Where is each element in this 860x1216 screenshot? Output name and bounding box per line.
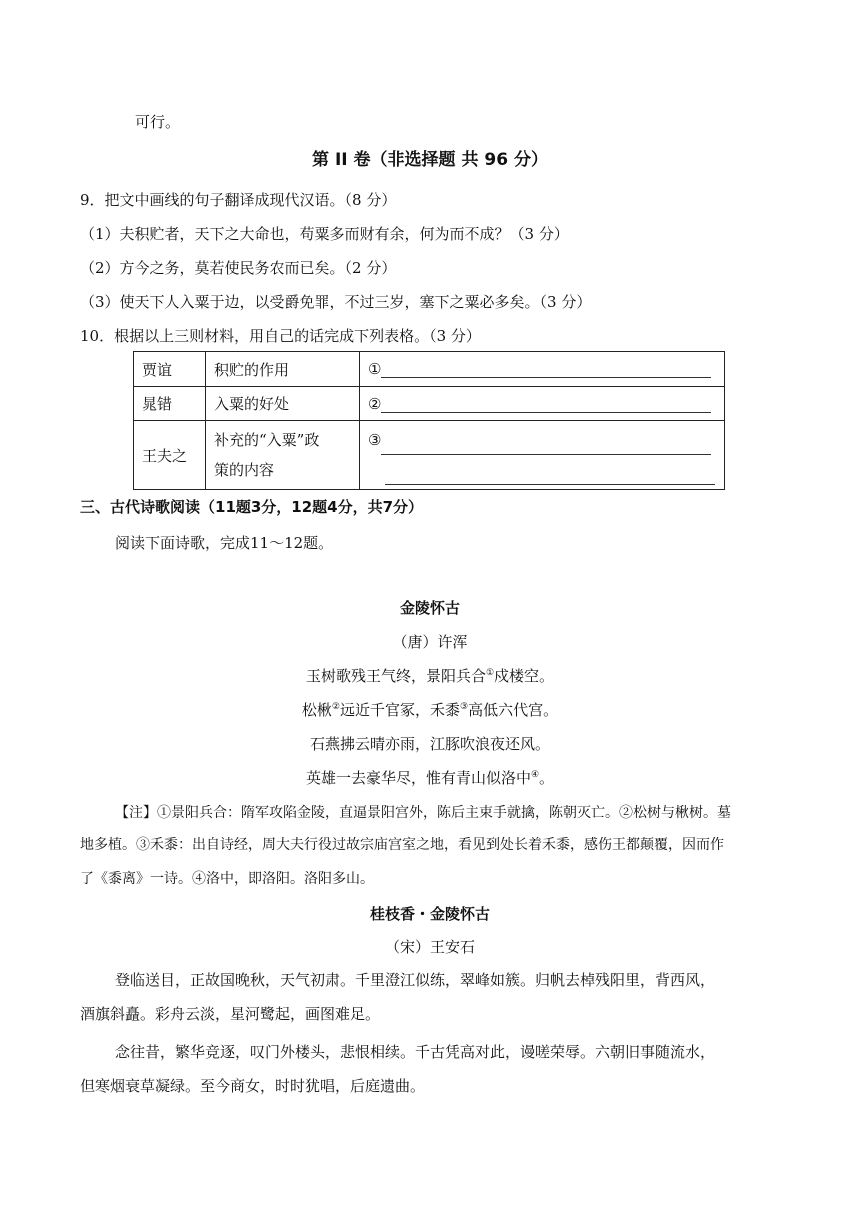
answer-cell[interactable] xyxy=(360,387,725,421)
question-9-item-2: （2）方今之务，莫若使民务农而已矣。（2 分） xyxy=(80,259,397,277)
topic-cell: 积贮的作用 xyxy=(206,352,360,387)
poem-1-author: （唐）许浑 xyxy=(392,633,468,651)
answer-cell[interactable] xyxy=(360,421,725,490)
poem-1-line-3: 石燕拂云晴亦雨，江豚吹浪夜还风。 xyxy=(309,735,550,753)
topic-cell: 入粟的好处 xyxy=(206,387,360,421)
person-cell: 贾谊 xyxy=(134,352,206,387)
note-line: 了《黍离》一诗。④洛中，即洛阳。洛阳多山。 xyxy=(80,871,374,887)
answer-mark: ③ xyxy=(368,431,382,449)
answer-table xyxy=(133,351,725,490)
answer-mark: ① xyxy=(368,360,382,378)
poem-1-line-1: 玉树歌残王气终，景阳兵合①戍楼空。 xyxy=(305,667,555,685)
poem-2-author: （宋）王安石 xyxy=(384,938,475,956)
topic-line: 补充的“入粟”政 xyxy=(214,431,320,449)
part-3-heading: 三、古代诗歌阅读（11题3分，12题4分，共7分） xyxy=(80,498,424,516)
question-10-stem: 10．根据以上三则材料，用自己的话完成下列表格。（3 分） xyxy=(80,327,481,345)
person-cell: 王夫之 xyxy=(134,421,206,490)
part-3-instruction: 阅读下面诗歌，完成11～12题。 xyxy=(115,534,334,552)
poem-1-title: 金陵怀古 xyxy=(399,599,460,617)
poem-1-line-4: 英雄一去豪华尽，惟有青山似洛中④。 xyxy=(305,769,555,787)
poem-2-line: 登临送目，正故国晚秋，天气初肃。千里澄江似练，翠峰如簇。归帆去棹残阳里，背西风， xyxy=(115,971,716,989)
question-9-item-3: （3）使天下人入粟于边，以受爵免罪，不过三岁，塞下之粟必多矣。（3 分） xyxy=(80,293,592,311)
question-9-item-1: （1）夫积贮者，天下之大命也，苟粟多而财有余，何为而不成？（3 分） xyxy=(80,225,569,243)
section-title: 第 II 卷（非选择题 共 96 分） xyxy=(312,150,548,170)
answer-blank[interactable] xyxy=(381,396,711,413)
poem-2-line: 酒旗斜矗。彩舟云淡，星河鹭起，画图难足。 xyxy=(80,1005,381,1023)
question-9-stem: 9．把文中画线的句子翻译成现代汉语。（8 分） xyxy=(80,191,397,209)
poem-2-line: 念往昔，繁华竞逐，叹门外楼头，悲恨相续。千古凭高对此，谩嗟荣辱。六朝旧事随流水， xyxy=(115,1043,716,1061)
answer-blank[interactable] xyxy=(381,438,711,455)
topic-cell xyxy=(206,421,360,490)
answer-cell[interactable] xyxy=(360,352,725,387)
table-row xyxy=(134,387,725,421)
answer-blank[interactable] xyxy=(381,361,711,378)
person-cell: 晁错 xyxy=(134,387,206,421)
answer-blank[interactable] xyxy=(385,468,715,485)
continued-text: 可行。 xyxy=(135,113,181,131)
topic-line: 策的内容 xyxy=(214,461,275,479)
poem-2-line: 但寒烟衰草凝绿。至今商女，时时犹唱，后庭遗曲。 xyxy=(80,1077,426,1095)
poem-2-title: 桂枝香・金陵怀古 xyxy=(369,905,490,923)
table-row xyxy=(134,421,725,490)
poem-1-line-2: 松楸②远近千官冢，禾黍③高低六代宫。 xyxy=(301,701,559,719)
note-line: 【注】①景阳兵合：隋军攻陷金陵，直逼景阳宫外，陈后主束手就擒，陈朝灭亡。②松树与楸树。墓 xyxy=(115,805,731,821)
table-row xyxy=(134,352,725,387)
answer-mark: ② xyxy=(368,394,382,413)
note-line: 地多植。③禾黍：出自诗经，周大夫行役过故宗庙宫室之地，看见到处长着禾黍，感伤王都颠覆，因而作 xyxy=(80,837,724,853)
